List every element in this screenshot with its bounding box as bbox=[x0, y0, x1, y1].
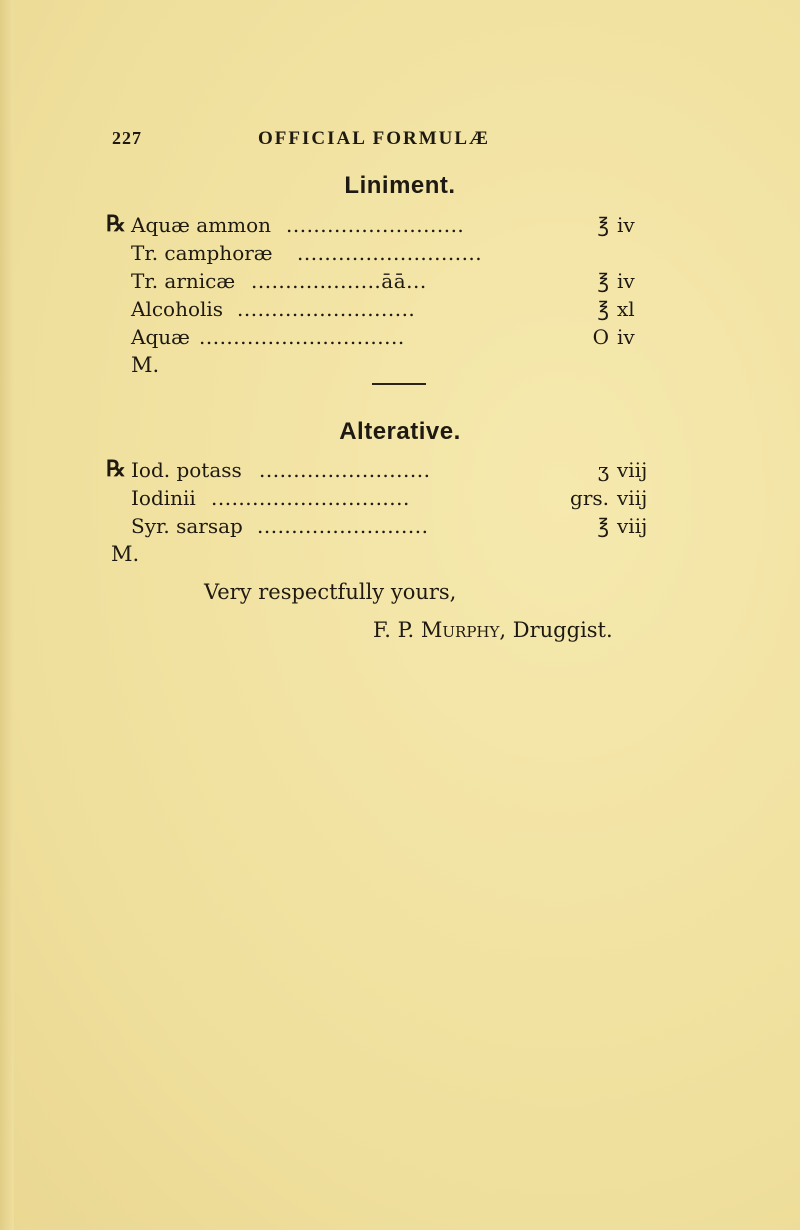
leader-dots: ............................. bbox=[211, 486, 410, 510]
signature-initials: F. P. bbox=[373, 618, 415, 642]
quantity: xl bbox=[617, 297, 635, 321]
ingredient-name: Tr. arnicæ bbox=[131, 269, 236, 293]
alterative-row bbox=[131, 514, 651, 542]
ingredient-name: Aquæ bbox=[131, 325, 190, 349]
liniment-row bbox=[131, 269, 651, 297]
quantity: iv bbox=[617, 213, 635, 237]
leader-dots: ......................... bbox=[257, 514, 429, 538]
leader-dots: ........................... bbox=[297, 241, 483, 265]
quantity: viij bbox=[617, 458, 648, 482]
ingredient-name: Iodinii bbox=[131, 486, 196, 510]
quantity: viij bbox=[617, 486, 648, 510]
page-header bbox=[0, 118, 800, 158]
measure-symbol: ʒ bbox=[597, 458, 609, 482]
liniment-row bbox=[131, 325, 651, 353]
measure-symbol: ℥ bbox=[597, 297, 609, 321]
measure-symbol: ℥ bbox=[597, 213, 609, 237]
measure-symbol: ℥ bbox=[597, 514, 609, 538]
liniment-m-label: M. bbox=[131, 353, 160, 377]
measure-symbol: grs. bbox=[570, 486, 609, 510]
leader-dots: .......................... bbox=[237, 297, 416, 321]
leader-dots: .......................... bbox=[286, 213, 465, 237]
quantity: viij bbox=[617, 514, 648, 538]
alterative-m-label: M. bbox=[111, 542, 140, 566]
leader-dots: ...................āā... bbox=[251, 269, 427, 293]
measure-symbol: ℥ bbox=[597, 269, 609, 293]
leader-dots: .............................. bbox=[199, 325, 405, 349]
closing-line: Very respectfully yours, bbox=[204, 580, 457, 604]
ingredient-name: Syr. sarsap bbox=[131, 514, 243, 538]
liniment-title: Liniment. bbox=[344, 172, 456, 199]
quantity: iv bbox=[617, 325, 635, 349]
quantity: iv bbox=[617, 269, 635, 293]
ingredient-name: Tr. camphoræ bbox=[131, 241, 273, 265]
alterative-row bbox=[131, 458, 651, 486]
section-divider bbox=[372, 383, 426, 385]
ingredient-name: Alcoholis bbox=[131, 297, 224, 321]
alterative-rx-symbol: ℞ bbox=[106, 456, 126, 481]
signature-name: Murphy, bbox=[420, 618, 507, 642]
liniment-rx-symbol: ℞ bbox=[106, 211, 126, 236]
signature bbox=[373, 618, 613, 642]
liniment-row bbox=[131, 213, 651, 241]
alterative-title: Alterative. bbox=[339, 418, 461, 445]
measure-symbol: O bbox=[592, 325, 609, 349]
alterative-row bbox=[131, 486, 651, 514]
liniment-row bbox=[131, 297, 651, 325]
ingredient-name: Iod. potass bbox=[131, 458, 242, 482]
page-number: 227 bbox=[112, 128, 142, 148]
running-head: OFFICIAL FORMULÆ bbox=[258, 128, 491, 149]
signature-title: Druggist. bbox=[512, 618, 613, 642]
leader-dots: ......................... bbox=[259, 458, 431, 482]
ingredient-name: Aquæ ammon bbox=[131, 213, 272, 237]
liniment-row bbox=[131, 241, 651, 269]
